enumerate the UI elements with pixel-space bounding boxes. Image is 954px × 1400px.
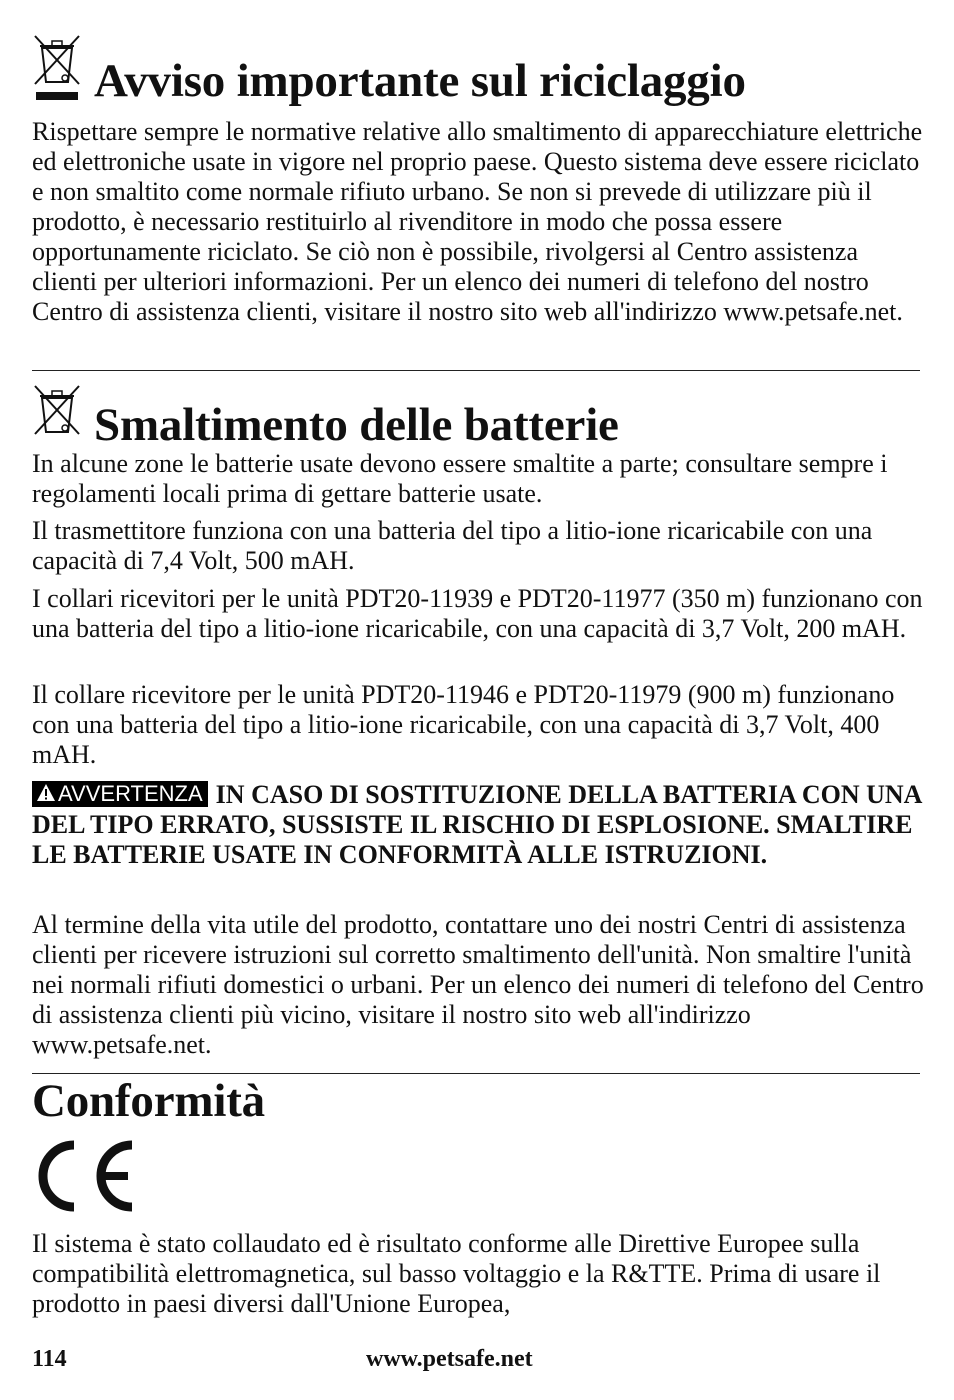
page-number: 114 [32, 1346, 67, 1372]
ce-mark-icon [32, 1140, 136, 1212]
section-divider [32, 370, 920, 371]
batteries-title: Smaltimento delle batterie [94, 399, 619, 451]
batteries-paragraph-2: Il trasmettitore funziona con una batteria del tipo a litio-ione ricaricabile con una capacità di 7,4 Volt, 500 mAH. [32, 516, 873, 575]
batteries-paragraph-4: Il collare ricevitore per le unità PDT20-11946 e PDT20-11979 (900 m) funzionano con una batteria del tipo a litio-ione ricaricabile, con una capacità di 3,7 Volt, 400 mAH. [32, 680, 895, 769]
warning-label: AVVERTENZA [58, 781, 203, 806]
conformity-title: Conformità [32, 1075, 265, 1127]
conformity-body: Il sistema è stato collaudato ed è risultato conforme alle Direttive Europee sulla compatibilità elettromagnetica, sul basso voltaggio e la R&TTE. Prima di usare il prodotto in paesi diversi dall'Unione Europea, [32, 1229, 881, 1318]
warning-text: IN CASO DI SOSTITUZIONE DELLA BATTERIA CON UNA DEL TIPO ERRATO, SUSSISTE IL RISCHIO DI ESPLOSIONE. SMALTIRE LE BATTERIE USATE IN CONFORMITÀ ALLE ISTRUZIONI. [32, 780, 921, 869]
recycling-heading [32, 34, 746, 106]
battery-warning [32, 780, 924, 870]
section-divider [32, 1073, 920, 1074]
recycling-title: Avviso importante sul riciclaggio [94, 55, 746, 107]
footer-url: www.petsafe.net [366, 1346, 533, 1372]
batteries-paragraph-1: In alcune zone le batterie usate devono essere smaltite a parte; consultare sempre i regolamenti locali prima di gettare batterie usate. [32, 449, 888, 508]
batteries-paragraph-3: I collari ricevitori per le unità PDT20-11939 e PDT20-11977 (350 m) funzionano con una batteria del tipo a litio-ione ricaricabile, con una capacità di 3,7 Volt, 200 mAH. [32, 584, 923, 643]
batteries-heading [32, 384, 619, 450]
warning-triangle-icon [36, 783, 56, 803]
warning-badge [32, 781, 208, 807]
batteries-closing: Al termine della vita utile del prodotto, contattare uno dei nostri Centri di assistenza clienti per ricevere istruzioni sul corretto smaltimento dell'unità. Non smaltire l'unità nei normali rifiuti domestici o urbani. Per un elenco dei numeri di telefono del Centro di assistenza clienti più vicino, visitare il nostro sito web all'indirizzo www.petsafe.net. [32, 910, 924, 1059]
crossed-out-bin-icon [32, 34, 82, 106]
crossed-out-bin-icon [32, 384, 82, 450]
recycling-body: Rispettare sempre le normative relative allo smaltimento di apparecchiature elettriche ed elettroniche usate in vigore nel proprio paese. Questo sistema deve essere riciclato e non smaltito come normale rifiuto urbano. Se non si prevede di utilizzare più il prodotto, è necessario restituirlo al rivenditore in modo che possa essere opportunamente riciclato. Se ciò non è possibile, rivolgersi al Centro assistenza clienti per ulteriori informazioni. Per un elenco dei numeri di telefono del nostro Centro di assistenza clienti, visitare il nostro sito web all'indirizzo www.petsafe.net. [32, 117, 923, 326]
